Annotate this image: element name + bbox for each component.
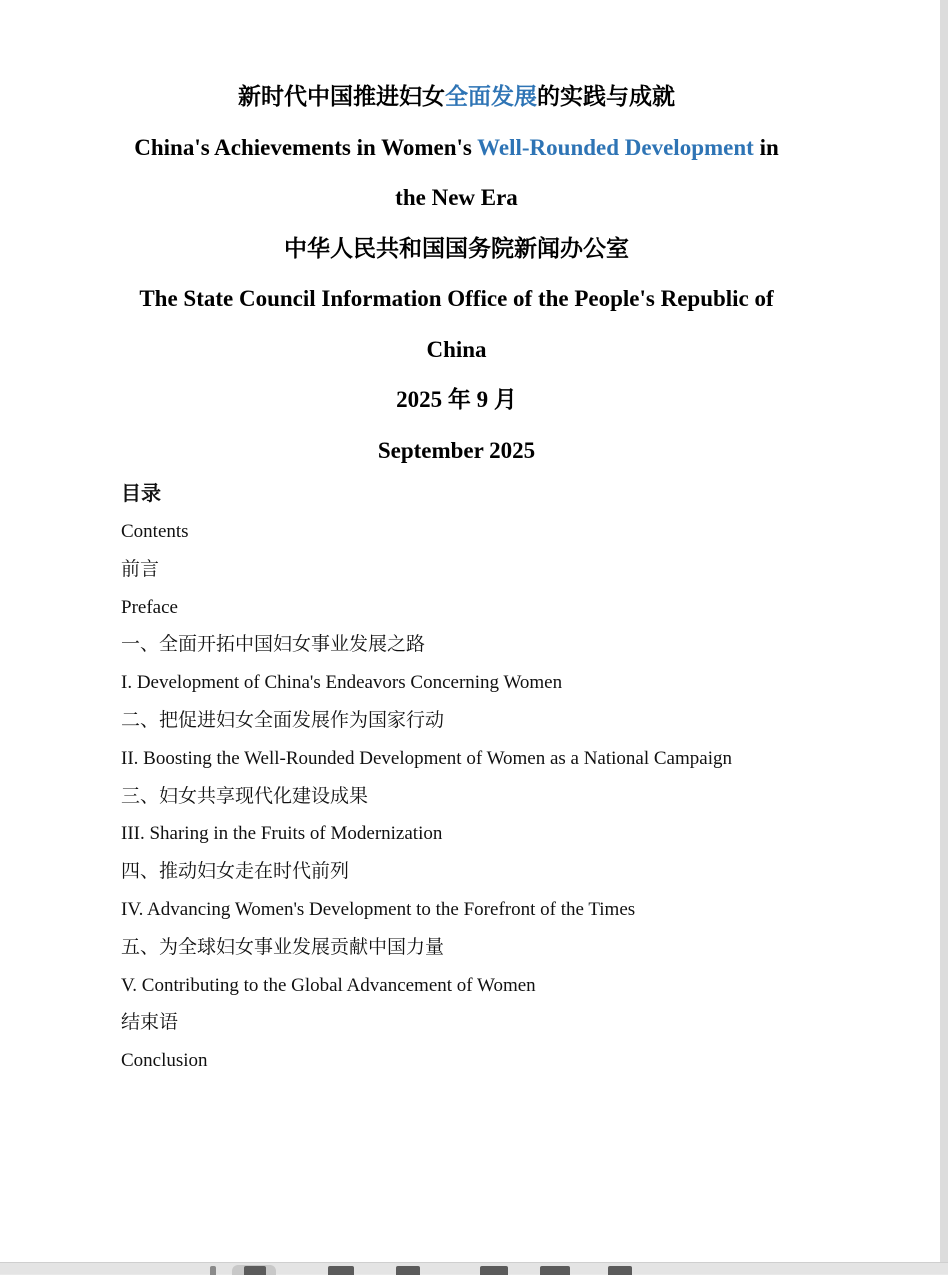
toc-item: 五、为全球妇女事业发展贡献中国力量 xyxy=(121,936,445,958)
publisher-zh: 中华人民共和国国务院新闻办公室 xyxy=(284,235,629,261)
toc-item: 三、妇女共享现代化建设成果 xyxy=(121,785,369,807)
table-of-contents xyxy=(121,475,732,1080)
toc-item: 一、全面开拓中国妇女事业发展之路 xyxy=(121,634,426,656)
toc-item: 四、推动妇女走在时代前列 xyxy=(121,861,350,883)
date-en: September 2025 xyxy=(377,437,536,463)
toc-item: II. Boosting the Well-Rounded Development of Women as a National Campaign xyxy=(121,747,732,769)
publisher-en-line1: The State Council Information Office of the People's Republic of xyxy=(139,286,774,311)
toc-item: 前言 xyxy=(121,558,160,580)
toc-item: I. Development of China's Endeavors Concerning Women xyxy=(121,672,563,694)
bottom-toolbar xyxy=(0,1262,948,1274)
toc-item: 二、把促进妇女全面发展作为国家行动 xyxy=(121,709,445,731)
toc-item: 结束语 xyxy=(121,1012,179,1034)
toc-item: IV. Advancing Women's Development to the Forefront of the Times xyxy=(121,898,636,920)
title-zh-highlight: 全面发展 xyxy=(445,84,537,109)
toc-heading: 目录 xyxy=(121,483,161,505)
title-zh-part: 的实践与成就 xyxy=(537,84,675,109)
title-en-line1 xyxy=(0,123,913,174)
toc-item: III. Sharing in the Fruits of Modernization xyxy=(121,823,443,845)
toc-item: V. Contributing to the Global Advancement of Women xyxy=(121,974,536,996)
vertical-scrollbar[interactable] xyxy=(940,0,948,1262)
title-en-part: in xyxy=(753,134,779,160)
toc-item: Preface xyxy=(121,596,178,618)
date-zh: 2025 年 9 月 xyxy=(396,387,517,412)
title-zh xyxy=(0,72,913,123)
title-en-highlight: Well-Rounded Development xyxy=(477,134,754,160)
publisher-en-line2: China xyxy=(426,336,487,362)
title-zh-part: 新时代中国推进妇女 xyxy=(238,84,445,109)
title-block xyxy=(0,72,913,476)
title-en-part: China's Achievements in Women's xyxy=(134,134,478,160)
toc-item: Conclusion xyxy=(121,1050,208,1072)
title-en-line2: the New Era xyxy=(395,185,518,210)
toc-item: Contents xyxy=(121,521,189,542)
